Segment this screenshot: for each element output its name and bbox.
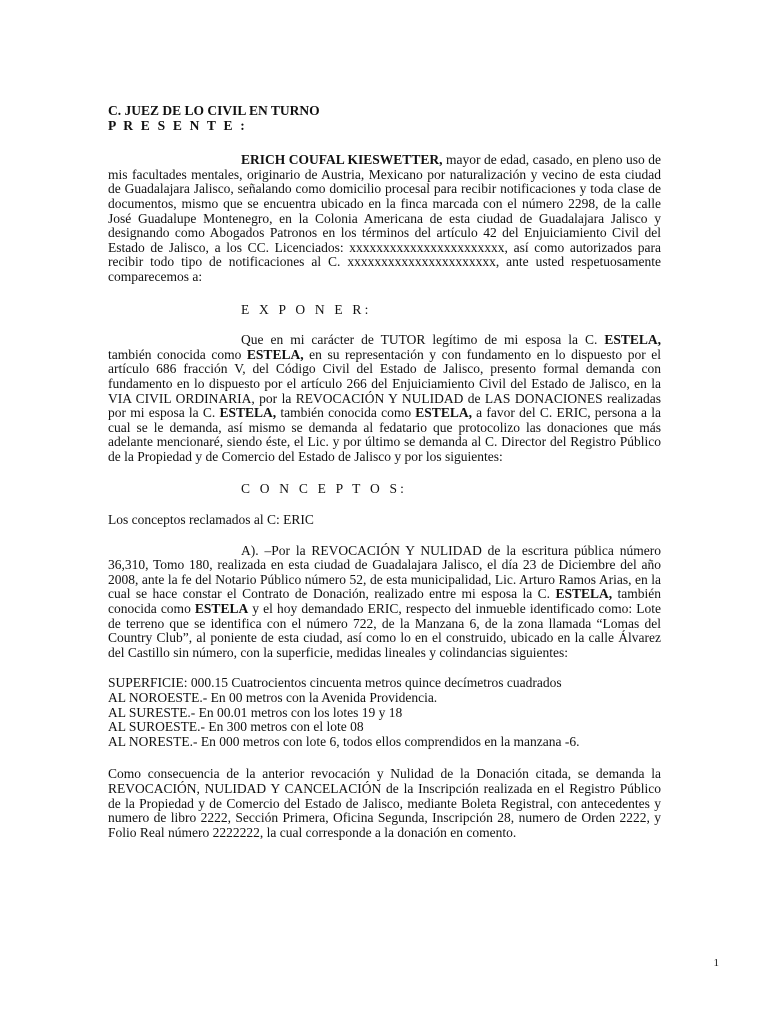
- conceptos-intro: Los conceptos reclamados al C: ERIC: [108, 512, 314, 528]
- page-number: 1: [713, 957, 719, 969]
- measure-line: AL SUROESTE.- En 300 metros con el lote 08: [108, 719, 364, 735]
- name-estela: ESTELA,: [415, 405, 472, 421]
- exponer-text-3: en su representación y con fundamento en lo dispuesto por el artículo 686 fracción V, del Código Civil del Estado de Jalisco, presento formal demanda con fundamento en lo dispuesto por el artículo 266 del Enjuiciamiento Civil del Estado de Jalisco, en la VIA CIVIL ORDINARIA, por la REVOCACIÓN Y NULIDAD de LAS DONACIONES realizadas por mi esposa la C.: [108, 346, 661, 421]
- name-estela: ESTELA,: [604, 332, 661, 348]
- document-page: [108, 104, 661, 840]
- exponer-text-5: a favor del C. ERIC, persona a la cual se le demanda, así mismo se demanda al fedatario que protocolizo las donaciones que más adelante mencionaré, siendo éste, el Lic. y por último se demanda al C. Director del Registro Público de la Propiedad y de Comercio del Estado de Jalisco y por los siguientes:: [108, 405, 661, 464]
- concepto-a-paragraph: [108, 544, 661, 661]
- name-estela: ESTELA,: [219, 405, 277, 421]
- concepto-a-text-3: y el hoy demandado ERIC, respecto del inmueble identificado como: Lote de terreno que se identifica con el número 722, de la Manzana 6, de la zona llamada “Lomas del Country Club”, al poniente de esta ciudad, así como lo en el construido, ubicado en la calle Álvarez del Castillo sin número, con la superficie, medidas lineales y colindancias siguientes:: [108, 601, 661, 660]
- exponer-paragraph: [108, 333, 661, 464]
- measures-list: [108, 676, 661, 749]
- exponer-text-2: también conocida como: [108, 346, 247, 362]
- name-estela: ESTELA,: [555, 586, 613, 602]
- presente-heading: P R E S E N T E :: [108, 117, 247, 133]
- concepto-a-text-1: A). –Por la REVOCACIÓN Y NULIDAD de la escritura pública número 36,310, Tomo 180, realizada en esta ciudad de Guadalajara Jalisco, el día 23 de Diciembre del año 2008, ante la fe del Notario Público número 52, de esta municipalidad, Lic. Arturo Ramos Arias, en la cual se hace constar el Contrato de Donación, realizado entre mi esposa la C.: [108, 542, 661, 602]
- measure-line: AL NORESTE.- En 000 metros con lote 6, todos ellos comprendidos en la manzana -6.: [108, 733, 580, 749]
- measure-line: SUPERFICIE: 000.15 Cuatrocientos cincuenta metros quince decímetros cuadrados: [108, 675, 562, 691]
- concepto-a-text-2: también conocida como: [108, 586, 661, 617]
- exponer-title: E X P O N E R:: [241, 301, 372, 317]
- exponer-text-1: Que en mi carácter de TUTOR legítimo de mi esposa la C.: [241, 332, 605, 348]
- conceptos-title: C O N C E P T O S:: [241, 481, 408, 497]
- intro-text: mayor de edad, casado, en pleno uso de mis facultades mentales, originario de Austria, Mexicano por naturalización y vecino de esta ciudad de Guadalajara Jalisco, señalando como domicilio procesal para recibir notificaciones y toda clase de documentos, mismo que se encuentra ubicado en la finca marcada con el número 2298, de la calle José Guadalupe Montenegro, en la Colonia Americana de esta ciudad de Guadalajara Jalisco y designando como Abogados Patronos en los términos del artículo 42 del Enjuiciamiento Civil del Estado de Jalisco, a los CC. Licenciados: xxxxxxxxxxxxxxxxxxxxxxx, así como autorizados para recibir todo tipo de notificaciones al C. xxxxxxxxxxxxxxxxxxxxxx, ante usted respetuosamente comparecemos a:: [108, 152, 661, 284]
- addressee-heading: C. JUEZ DE LO CIVIL EN TURNO: [108, 103, 320, 118]
- plaintiff-name: ERICH COUFAL KIESWETTER,: [241, 152, 443, 168]
- intro-paragraph: [108, 153, 661, 284]
- name-estela: ESTELA: [194, 601, 249, 617]
- measure-line: AL SURESTE.- En 00.01 metros con los lotes 19 y 18: [108, 704, 403, 720]
- exponer-text-4: también conocida como: [276, 405, 416, 421]
- consequence-paragraph: Como consecuencia de la anterior revocación y Nulidad de la Donación citada, se demanda la REVOCACIÓN, NULIDAD Y CANCELACIÓN de la Inscripción realizada en el Registro Público de la Propiedad y de Comercio del Estado de Jalisco, mediante Boleta Registral, con antecedentes y numero de libro 2222, Sección Primera, Oficina Segunda, Inscripción 28, numero de Orden 2222, y Folio Real número 2222222, la cual corresponde a la donación en comento.: [108, 766, 661, 840]
- measure-line: AL NOROESTE.- En 00 metros con la Avenida Providencia.: [108, 690, 438, 705]
- name-estela: ESTELA,: [246, 346, 304, 362]
